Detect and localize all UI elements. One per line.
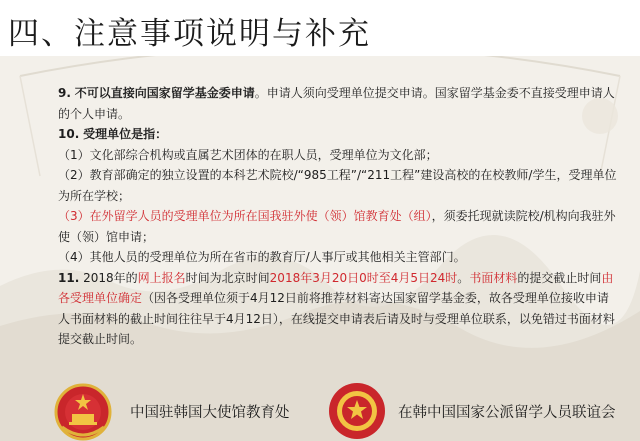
left-org-name: 中国驻韩国大使馆教育处 [130,405,290,421]
note-11-online-registration: 网上报名 [137,270,186,285]
right-org-name: 在韩中国国家公派留学人员联谊会 [398,405,616,421]
note-10-sub-4: （4）其他人员的受理单位为所在省市的教育厅/人事厅或其他相关主管部门。 [58,250,466,264]
note-9-number: 9. [58,86,71,100]
note-10-colon: ： [155,127,168,141]
note-10-sub-3-highlight: （3）在外留学人员的受理单位为所在国我驻外使（领）馆教育处（组） [58,209,432,223]
note-10-sub-3-text: ，须委托现就读院校/机构向我驻外使（领）馆申请； [58,209,616,244]
note-10-sub-2: （2）教育部确定的独立设置的本科艺术院校/“985工程”/“211工程”建设高校的在校教师/学生，受理单位为所在学校； [58,168,617,203]
note-11-deadline-note: 由各受理单位确定 [58,270,614,305]
note-11-text-2: 时间为北京时间 [185,270,270,285]
note-10-heading: 受理单位是指 [83,127,156,141]
note-11-number: 11. [58,270,80,285]
note-10-sub-1: （1）文化部综合机构或直属艺术团体的在职人员，受理单位为文化部； [58,147,438,162]
note-9-text: 。申请人须向受理单位提交申请。国家留学基金委不直接受理申请人的个人申请。 [58,86,615,121]
note-10-sub-3 [58,206,618,247]
national-emblem-icon [52,381,114,441]
note-11 [58,268,618,350]
note-11-text-3: 。 [457,270,470,285]
association-seal-icon [326,381,388,441]
note-11-text-4: 的提交截止时间 [517,270,602,285]
page-title: 四、注意事项说明与补充 [8,16,371,52]
note-11-date-range: 2018年3月20日0时至4月5日24时 [269,270,458,285]
note-11-text-1: 2018年的 [83,270,138,285]
note-9-heading: 不可以直接向国家留学基金委申请 [74,86,255,100]
note-10-number: 10. [58,127,80,141]
note-11-text-5: （因各受理单位须于4月12日前将推荐材料寄达国家留学基金委，故各受理单位接收申请人书面材料的截止时间往往早于4月12日），在线提交申请表后请及时与受理单位联系，以免错过书面材料提交截止时间。 [58,291,615,346]
note-11-written-materials: 书面材料 [469,270,518,285]
title-bar [0,0,640,56]
note-10 [58,124,618,145]
notes-content [58,83,618,350]
note-9 [58,83,618,124]
